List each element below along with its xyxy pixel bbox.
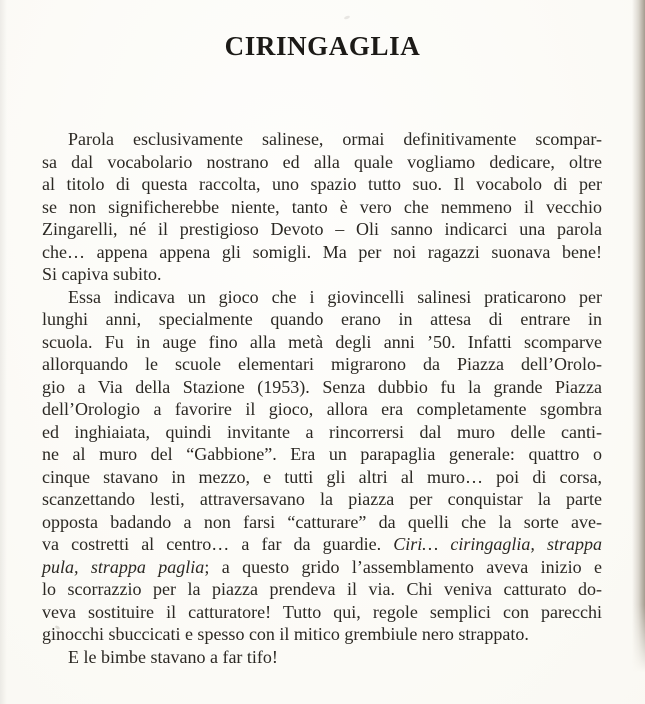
text-line-content [42, 602, 602, 622]
text-run: lo scorrazzio per la piazza prendeva il via. Chi veniva catturato do- [42, 579, 602, 599]
text-line-content [42, 242, 602, 262]
text-run: dell’Orologio a favorire il gioco, allora era completamente sgombra [42, 399, 602, 419]
text-line-content [42, 219, 602, 239]
text-run: scuola. Fu in auge fino alla metà degli anni ’50. Infatti scomparve [42, 331, 602, 352]
scan-speckle [344, 15, 351, 20]
text-run: sa dal vocabolario nostrano ed alla quale vogliamo dedicare, oltre [42, 151, 602, 172]
text-line-content [42, 354, 602, 374]
text-line [42, 466, 602, 489]
text-run: scanzettando lesti, attraversavano la piazza per conquistar la parte [42, 489, 602, 509]
scan-edge-shadow-right [632, 0, 645, 672]
text-line-content [42, 309, 602, 329]
text-line-content [42, 264, 162, 284]
text-run: ne al muro del “Gabbione”. Era un parapaglia generale: quattro o [42, 444, 602, 464]
scan-edge-shadow-left [0, 0, 7, 704]
text-line-content [68, 647, 278, 667]
text-run: opposta badando a non farsi “catturare” da quelli che la sorte ave- [42, 511, 602, 532]
text-line [42, 263, 602, 286]
text-line [42, 286, 602, 309]
text-line [42, 196, 602, 219]
text-run: veva sostituire il catturatore! Tutto qui, regole semplici con parecchi [42, 601, 602, 622]
text-line-content [42, 489, 602, 509]
text-run: che… appena appena gli somigli. Ma per noi ragazzi suonava bene! [42, 241, 602, 262]
text-line-content [42, 579, 602, 599]
text-run: Zingarelli, né il prestigioso Devoto – Oli sanno indicarci una parola [42, 219, 602, 239]
text-line-content [42, 377, 602, 397]
text-line [42, 241, 602, 264]
text-line-content [68, 129, 602, 149]
paragraph [42, 646, 602, 669]
text-run: se non significherebbe niente, tanto è vero che nemmeno il vecchio [42, 196, 602, 217]
text-line-content [42, 197, 602, 217]
paragraph [42, 286, 602, 646]
text-line-content [42, 152, 602, 172]
text-line-content [42, 174, 602, 194]
italic-phrase: pula, strappa paglia [42, 556, 205, 577]
text-line [42, 601, 602, 624]
text-line-content [42, 467, 602, 487]
text-line-content [42, 399, 602, 419]
text-line [42, 511, 602, 534]
text-run: al titolo di questa raccolta, uno spazio tutto suo. Il vocabolo di per [42, 174, 602, 194]
text-line [42, 331, 602, 354]
text-line-content [68, 287, 602, 307]
text-run: gio a Via della Stazione (1953). Senza dubbio fu la grande Piazza [42, 376, 602, 397]
text-line [42, 488, 602, 511]
text-line-content [42, 534, 602, 554]
text-line [42, 556, 602, 579]
text-line [42, 646, 602, 669]
text-line [42, 353, 602, 376]
text-line-content [42, 624, 529, 644]
text-run: va costretti al centro… a far da guardie. [42, 534, 394, 554]
text-run: ed inghiaiata, quindi invitante a rincorrersi dal muro delle canti- [42, 421, 602, 442]
text-run: E le bimbe stavano a far tifo! [68, 646, 278, 667]
text-line [42, 443, 602, 466]
text-run: Essa indicava un gioco che i giovincelli salinesi praticarono per [68, 286, 602, 307]
text-line-content [42, 422, 602, 442]
text-run: ginocchi sbuccicati e spesso con il mitico grembiule nero strappato. [42, 624, 529, 644]
body-text [42, 128, 602, 668]
italic-phrase: Ciri… ciringaglia, strappa [393, 534, 602, 554]
text-run: Parola esclusivamente salinese, ormai definitivamente scompar- [68, 129, 602, 149]
text-line [42, 578, 602, 601]
text-line-content [42, 512, 602, 532]
text-run: cinque stavano in mezzo, e tutti gli altri al muro… poi di corsa, [42, 466, 602, 487]
text-run: allorquando le scuole elementari migrarono da Piazza dell’Orolo- [42, 354, 602, 374]
text-line [42, 218, 602, 241]
paragraph [42, 128, 602, 286]
text-run: lunghi anni, specialmente quando erano in attesa di entrare in [42, 309, 602, 329]
text-run: Si capiva subito. [42, 264, 162, 284]
text-line [42, 623, 602, 646]
text-line-content [42, 332, 602, 352]
page-title: CIRINGAGLIA [224, 31, 421, 61]
text-line-content [42, 444, 602, 464]
text-line [42, 308, 602, 331]
text-line [42, 173, 602, 196]
text-line [42, 151, 602, 174]
text-line [42, 376, 602, 399]
text-line [42, 128, 602, 151]
text-line [42, 398, 602, 421]
text-line-content [42, 557, 602, 577]
text-line [42, 533, 602, 556]
text-run: ; a questo grido l’assemblamento aveva inizio e [204, 556, 602, 577]
text-line [42, 421, 602, 444]
